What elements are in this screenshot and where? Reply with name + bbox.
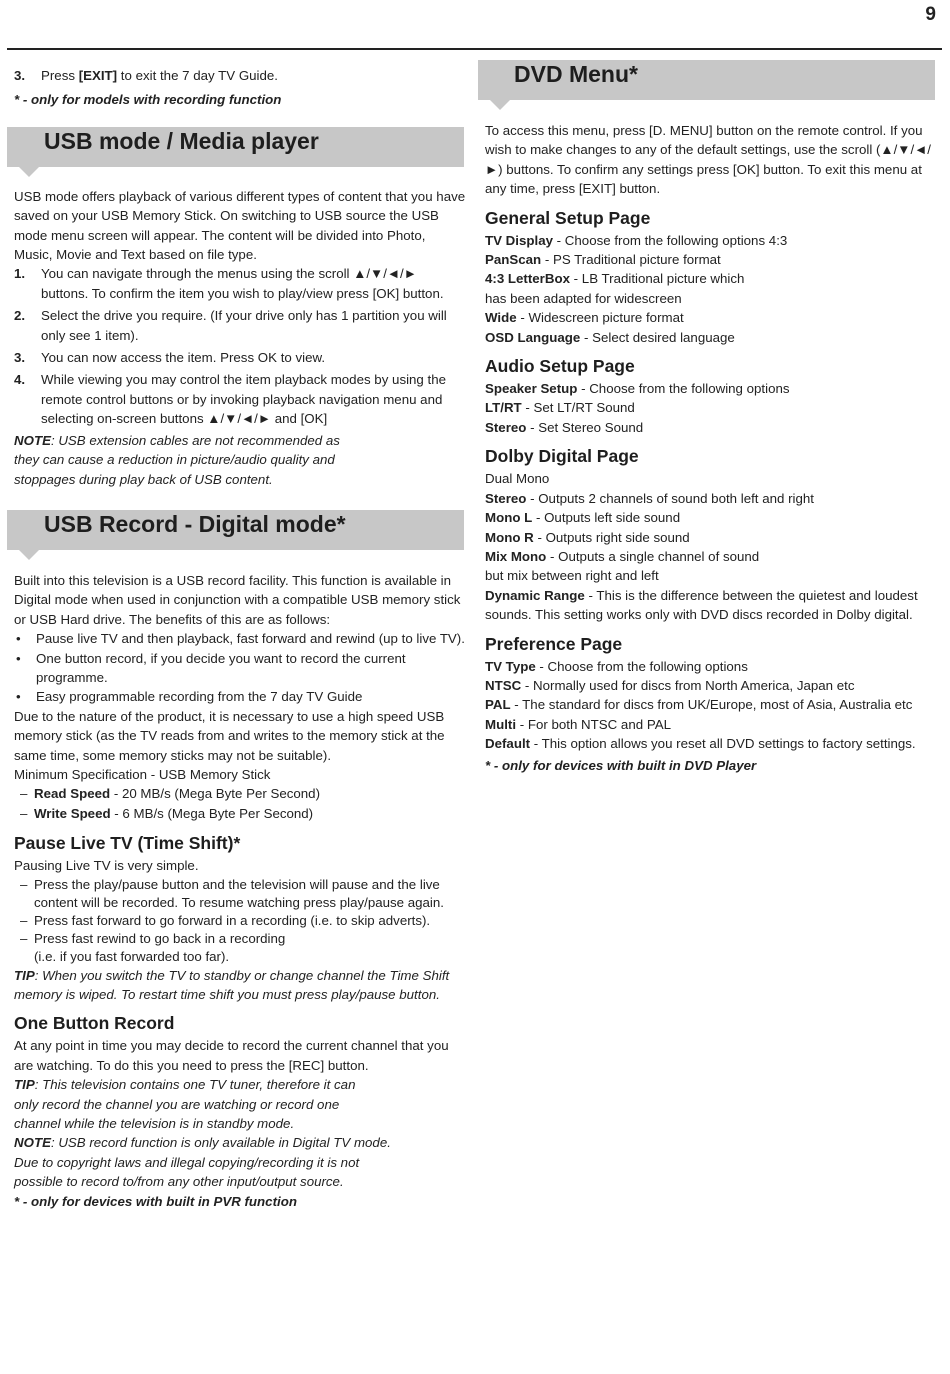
list-item: Default - This option allows you reset all DVD settings to factory settings. [485,736,916,752]
usb-note: NOTE: USB extension cables are not recommended as they can cause a reduction in picture/audio quality and stoppages during play back of USB content. [14,432,340,487]
pause-live-heading: Pause Live TV (Time Shift)* [14,833,241,854]
spec-read: – Read Speed - 20 MB/s (Mega Byte Per Second) [20,786,321,802]
one-button-tip: TIP: This television contains one TV tuner, therefore it can only record the channel you are watching or record one channel while the television is in standby mode. [14,1077,356,1132]
benefit-list [14,629,466,707]
left-column [14,66,466,1211]
min-spec: Minimum Specification - USB Memory Stick [14,766,271,782]
preference-list [485,657,935,754]
recording-footnote: * - only for models with recording function [14,92,282,108]
list-item: 4:3 LetterBox - LB Traditional picture which [485,271,745,287]
right-column [485,60,935,775]
list-item: 2. Select the drive you require. (If your drive only has 1 partition you will only see 1 item). [14,308,447,343]
dvd-footnote: * - only for devices with built in DVD Player [485,757,757,773]
spec-write: – Write Speed - 6 MB/s (Mega Byte Per Second) [20,805,314,821]
list-item: Mix Mono - Outputs a single channel of sound [485,548,760,564]
section-title: USB Record - Digital mode* [44,510,346,537]
list-item: TV Display - Choose from the following options 4:3 [485,232,788,248]
list-item: NTSC - Normally used for discs from North America, Japan etc [485,677,855,693]
list-item: Dual Mono [485,471,550,487]
audio-setup-heading: Audio Setup Page [485,356,635,377]
list-item: – Press the play/pause button and the television will pause and the live content will be recorded. To resume watching press play/pause again. [20,876,444,910]
list-item: Dynamic Range - This is the difference between the quietest and loudest sounds. This setting works only with DVD discs recorded in Dolby digital. [485,587,918,623]
dvd-intro: To access this menu, press [D. MENU] button on the remote control. If you wish to make changes to any of the default settings, use the scroll (▲/▼/◄/►) buttons. To confirm any settings press [OK] button. To exit this menu at any time, press [EXIT] button. [485,123,931,197]
header-rule [7,48,942,50]
list-item: Multi - For both NTSC and PAL [485,716,671,732]
pause-tip: TIP: When you switch the TV to standby or change channel the Time Shift memory is wiped. To restart time shift you must press play/pause button. [14,967,450,1002]
usb-mode-steps [14,264,466,428]
list-item: has been adapted for widescreen [485,290,682,306]
usb-mode-intro: USB mode offers playback of various different types of content that you have saved on your USB Memory Stick. On switching to USB source the USB mode menu screen will appear. The content will be divided into Photo, Music, Movie and Text based on file type. [14,188,466,263]
list-item: • Pause live TV and then playback, fast forward and rewind (up to live TV). [16,631,465,647]
usb-mode-banner [7,127,464,167]
list-item: • One button record, if you decide you want to record the current programme. [16,650,406,685]
page-number: 9 [925,4,936,25]
list-item: Mono R - Outputs right side sound [485,529,690,545]
list-item: PAL - The standard for discs from UK/Europe, most of Asia, Australia etc [485,697,913,713]
list-item: OSD Language - Select desired language [485,329,735,345]
one-button-heading: One Button Record [14,1013,175,1034]
list-item: Stereo - Set Stereo Sound [485,419,644,435]
list-item: Stereo - Outputs 2 channels of sound both left and right [485,490,814,506]
audio-setup-list [485,379,935,437]
list-item: • Easy programmable recording from the 7 day TV Guide [16,689,363,705]
list-item: Mono L - Outputs left side sound [485,510,681,526]
usb-record-para: Due to the nature of the product, it is necessary to use a high speed USB memory stick (as the TV reads from and writes to the memory stick at the same time, some memory sticks may not be suitable). [14,708,445,763]
list-item: – Press fast rewind to go back in a recording (i.e. if you fast forwarded too far). [20,930,286,964]
preference-heading: Preference Page [485,633,623,654]
list-item: Wide - Widescreen picture format [485,310,684,326]
list-item: – Press fast forward to go forward in a recording (i.e. to skip adverts). [20,912,431,928]
pvr-footnote: * - only for devices with built in PVR function [14,1193,297,1209]
pause-intro: Pausing Live TV is very simple. [14,858,199,874]
usb-record-banner [7,510,464,550]
list-item: PanScan - PS Traditional picture format [485,252,721,268]
general-setup-list [485,231,935,347]
list-item: Speaker Setup - Choose from the following options [485,381,790,397]
usb-record-intro: Built into this television is a USB record facility. This function is available in Digital mode when used in conjunction with a compatible USB memory stick or USB Hard drive. The benefits of this are as follows: [14,572,461,627]
list-item: 3. You can now access the item. Press OK to view. [14,350,326,366]
section-title: USB mode / Media player [44,127,319,154]
list-item: TV Type - Choose from the following options [485,658,748,674]
list-item: 1. You can navigate through the menus using the scroll ▲/▼/◄/► buttons. To confirm the item you wish to play/view press [OK] button. [14,266,444,301]
one-button-note: NOTE: USB record function is only available in Digital TV mode. Due to copyright laws and illegal copying/recording it is not possible to record to/from any other input/output source. [14,1135,391,1190]
list-item: 3. Press [EXIT] to exit the 7 day TV Guide. [14,68,278,83]
list-item: 4. While viewing you may control the item playback modes by using the remote control buttons or by invoking playback navigation menu and selecting on-screen buttons ▲/▼/◄/► and [OK] [14,372,447,427]
one-button-intro: At any point in time you may decide to record the current channel that you are watching. To do this you need to press the [REC] button. [14,1038,449,1073]
section-title: DVD Menu* [514,61,638,87]
general-setup-heading: General Setup Page [485,207,651,228]
dvd-menu-banner [478,60,935,100]
list-item: LT/RT - Set LT/RT Sound [485,400,635,416]
list-item: but mix between right and left [485,568,659,584]
dolby-digital-heading: Dolby Digital Page [485,446,639,467]
dolby-list [485,469,935,624]
